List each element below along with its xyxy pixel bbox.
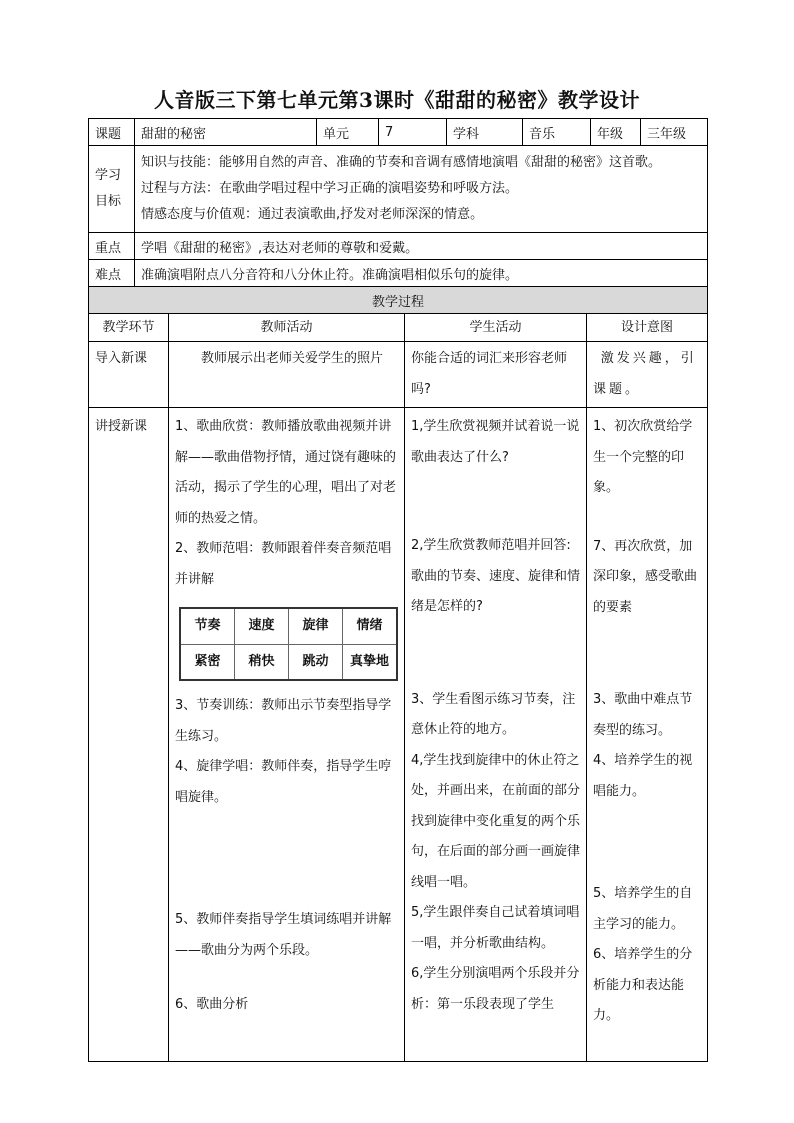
student-step-6: 6,学生分别演唱两个乐段并分析：第一乐段表现了学生 bbox=[411, 966, 580, 1012]
objectives-content bbox=[135, 146, 708, 233]
intro-teacher bbox=[169, 342, 405, 408]
student-step-2: 2,学生欣赏教师范唱并回答:歌曲的节奏、速度、旋律和情绪是怎样的? bbox=[411, 538, 581, 614]
teacher-step-6: 6、歌曲分析 bbox=[175, 997, 249, 1012]
intro-student: 你能合适的词汇来形容老师吗? bbox=[405, 342, 587, 408]
element-emotion: 情绪 bbox=[343, 608, 398, 644]
spacer bbox=[593, 504, 701, 532]
spacer bbox=[593, 807, 701, 879]
teacher-step-1: 1、歌曲欣赏：教师播放歌曲视频并讲解——歌曲借物抒情，通过饶有趣味的活动，揭示了学生的心理，唱出了对老师的热爱之情。 bbox=[175, 419, 397, 526]
spacer bbox=[411, 473, 580, 531]
lecture-row bbox=[89, 408, 708, 1062]
intro-intent bbox=[587, 342, 708, 408]
process-title: 教学过程 bbox=[89, 287, 708, 314]
objective-process: 过程与方法：在歌曲学唱过程中学习正确的演唱姿势和呼吸方法。 bbox=[141, 181, 519, 196]
key-point-text: 学唱《甜甜的秘密》,表达对老师的尊敬和爱戴。 bbox=[135, 233, 708, 260]
intro-row bbox=[89, 342, 708, 408]
process-table bbox=[88, 313, 708, 1062]
intro-teacher-text: 教师展示出老师关爱学生的照片 bbox=[201, 351, 384, 366]
intent-step-2: 7、再次欣赏，加深印象，感受歌曲的要素 bbox=[593, 538, 698, 615]
column-header-teacher: 教师活动 bbox=[169, 314, 405, 342]
lecture-teacher bbox=[169, 408, 405, 1062]
intent-step-3: 3、歌曲中难点节奏型的练习。 bbox=[593, 692, 693, 738]
grade-label: 年级 bbox=[591, 119, 641, 146]
teacher-step-2: 2、教师范唱：教师跟着伴奏音频范唱并讲解 bbox=[175, 541, 392, 587]
intent-step-4: 4、培养学生的视唱能力。 bbox=[593, 753, 693, 799]
subject-value: 音乐 bbox=[523, 119, 591, 146]
student-step-1: 1,学生欣赏视频并试着说一说歌曲表达了什么? bbox=[411, 419, 580, 465]
lecture-intent bbox=[587, 408, 708, 1062]
key-point-label: 重点 bbox=[89, 233, 135, 260]
info-row bbox=[89, 119, 708, 146]
unit-label: 单元 bbox=[317, 119, 379, 146]
objectives-row bbox=[89, 146, 708, 233]
intent-step-6: 6、培养学生的分析能力和表达能力。 bbox=[593, 947, 693, 1023]
page-title: 人音版三下第七单元第3课时《甜甜的秘密》教学设计 bbox=[154, 88, 640, 112]
song-elements-table bbox=[179, 607, 398, 681]
student-step-5: 5,学生跟伴奏自己试着填词唱一唱，并分析歌曲结构。 bbox=[411, 905, 580, 951]
lecture-student bbox=[405, 408, 587, 1062]
value-speed: 稍快 bbox=[235, 644, 289, 680]
spacer bbox=[593, 623, 701, 685]
element-rhythm: 节奏 bbox=[180, 608, 235, 644]
teacher-step-5: 5、教师伴奏指导学生填词练唱并讲解——歌曲分为两个乐段。 bbox=[175, 912, 392, 958]
spacer bbox=[411, 623, 580, 685]
difficulty-text: 准确演唱附点八分音符和八分休止符。准确演唱相似乐句的旋律。 bbox=[135, 260, 708, 287]
objectives-label: 学习目标 bbox=[89, 146, 135, 233]
value-melody: 跳动 bbox=[289, 644, 343, 680]
subject-label: 学科 bbox=[447, 119, 523, 146]
song-elements-values bbox=[180, 644, 397, 680]
student-step-3: 3、学生看图示练习节奏，注意休止符的地方。 bbox=[411, 691, 576, 737]
spacer bbox=[175, 966, 398, 990]
course-value: 甜甜的秘密 bbox=[135, 119, 317, 146]
column-header-student: 学生活动 bbox=[405, 314, 587, 342]
element-speed: 速度 bbox=[235, 608, 289, 644]
process-header-row bbox=[89, 314, 708, 342]
teacher-step-4: 4、旋律学唱：教师伴奏，指导学生哼唱旋律。 bbox=[175, 759, 392, 805]
intro-stage: 导入新课 bbox=[89, 342, 169, 408]
objective-knowledge: 知识与技能：能够用自然的声音、准确的节奏和音调有感情地演唱《甜甜的秘密》这首歌。 bbox=[141, 155, 662, 170]
intro-intent-text: 激发兴趣，引课题。 bbox=[593, 351, 697, 397]
unit-value: 7 bbox=[379, 119, 447, 146]
value-rhythm: 紧密 bbox=[180, 644, 235, 680]
intent-step-1: 1、初次欣赏给学生一个完整的印象。 bbox=[593, 419, 693, 495]
teacher-step-3: 3、节奏训练：教师出示节奏型指导学生练习。 bbox=[175, 698, 392, 744]
key-point-row bbox=[89, 233, 708, 260]
course-label: 课题 bbox=[89, 119, 135, 146]
info-table bbox=[88, 118, 708, 314]
element-melody: 旋律 bbox=[289, 608, 343, 644]
lecture-stage bbox=[89, 408, 169, 1062]
objective-emotion: 情感态度与价值观：通过表演歌曲,抒发对老师深深的情意。 bbox=[141, 207, 484, 222]
difficulty-label: 难点 bbox=[89, 260, 135, 287]
column-header-intent: 设计意图 bbox=[587, 314, 708, 342]
value-emotion: 真挚地 bbox=[343, 644, 398, 680]
intent-step-5: 5、培养学生的自主学习的能力。 bbox=[593, 886, 693, 932]
student-step-4: 4,学生找到旋律中的休止符之处，并画出来，在前面的部分找到旋律中变化重复的两个乐句，在后面的部分画一画旋律线唱一唱。 bbox=[411, 752, 581, 890]
song-elements-header bbox=[180, 608, 397, 644]
difficulty-row bbox=[89, 260, 708, 287]
lecture-stage-text: 讲授新课 bbox=[95, 419, 148, 434]
spacer bbox=[175, 813, 398, 905]
grade-value: 三年级 bbox=[641, 119, 708, 146]
process-title-row bbox=[89, 287, 708, 314]
column-header-stage: 教学环节 bbox=[89, 314, 169, 342]
